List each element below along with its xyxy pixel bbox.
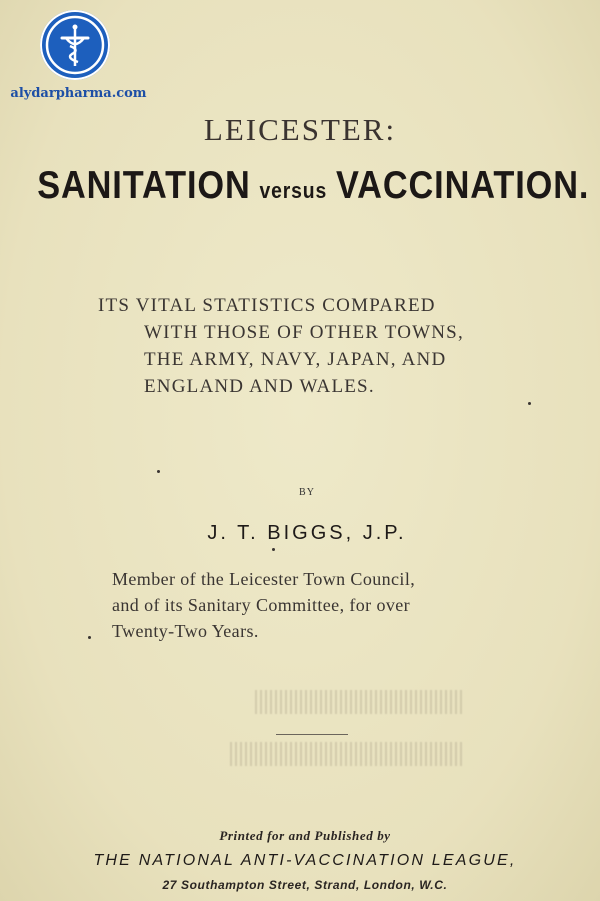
by-label: BY xyxy=(299,487,315,498)
printed-by: Printed for and Published by xyxy=(219,828,391,843)
subtitle-line: ENGLAND AND WALES. xyxy=(144,376,375,397)
subtitle-line: ITS VITAL STATISTICS COMPARED xyxy=(98,295,436,316)
subtitle xyxy=(98,292,538,400)
author-description-line: and of its Sanitary Committee, for over xyxy=(112,595,411,615)
author-description xyxy=(112,566,532,644)
title-versus: versus xyxy=(259,178,328,203)
subtitle-line: WITH THOSE OF OTHER TOWNS, xyxy=(144,322,464,343)
watermark-site[interactable]: alydarpharma.com xyxy=(10,86,147,101)
speck xyxy=(157,470,160,473)
title-main xyxy=(37,164,590,208)
speck xyxy=(528,402,531,405)
title-sanitation: SANITATION xyxy=(37,164,251,207)
author-description-line: Member of the Leicester Town Council, xyxy=(112,569,416,589)
title-leicester: LEICESTER: xyxy=(203,112,397,147)
divider xyxy=(276,734,348,735)
author-description-line: Twenty-Two Years. xyxy=(112,621,259,641)
subtitle-line: THE ARMY, NAVY, JAPAN, AND xyxy=(144,349,447,370)
library-stamp-ghost xyxy=(230,742,465,766)
publisher-address: 27 Southampton Street, Strand, London, W.C. xyxy=(162,878,448,892)
pharmacy-logo[interactable] xyxy=(40,10,110,80)
title-vaccination: VACCINATION. xyxy=(335,164,590,207)
author-name: J. T. BIGGS, J.P. xyxy=(207,522,407,544)
library-stamp-ghost xyxy=(255,690,465,714)
caduceus-icon xyxy=(40,10,110,80)
publisher-name: THE NATIONAL ANTI-VACCINATION LEAGUE, xyxy=(93,852,517,869)
speck xyxy=(88,636,91,639)
speck xyxy=(272,548,275,551)
